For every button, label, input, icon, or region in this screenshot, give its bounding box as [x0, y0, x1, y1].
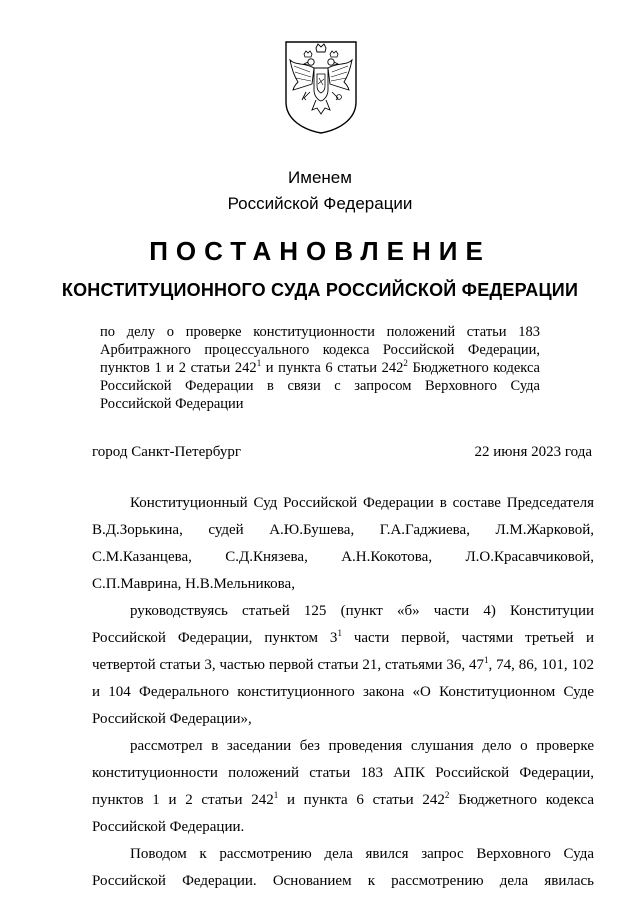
date: 22 июня 2023 года	[474, 444, 592, 460]
document-body	[92, 490, 594, 895]
paragraph-guided-by: руководствуясь статьей 125 (пункт «б» части 4) Конституции Российской Федерации, пунктом $3^1$ части первой, частями третьей и четвертой статьи 3, частью первой статьи 21, статьями 36, $47^1$, 74, 86, 101, 102 и 104 Федерального конституционного закона «О Конституционном Суде Российской Федерации»,	[92, 603, 595, 727]
header-line-in-the-name: Именем	[288, 168, 352, 187]
place-and-date	[92, 444, 592, 461]
document-subtitle: КОНСТИТУЦИОННОГО СУДА РОССИЙСКОЙ ФЕДЕРАЦИИ	[61, 280, 579, 300]
paragraph-considered: рассмотрел в заседании без проведения слушания дело о проверке конституционности положений статьи 183 АПК Российской Федерации, пунктов 1 и 2 статьи $242^1$ и пункта 6 статьи $242^2$ Бюджетного кодекса Российской Федерации.	[92, 738, 595, 835]
russian-coat-of-arms-icon	[282, 40, 360, 134]
case-subject: по делу о проверке конституционности положений статьи 183 Арбитражного процессуального кодекса Российской Федерации, пунктов 1 и 2 статьи $242^1$ и пункта 6 статьи $242^2$ Бюджетного кодекса Российской Федерации в связи с запросом Верховного Суда Российской Федерации	[100, 324, 540, 412]
document-title: ПОСТАНОВЛЕНИЕ	[149, 236, 491, 266]
place: город Санкт-Петербург	[92, 444, 241, 460]
header-line-federation: Российской Федерации	[227, 194, 413, 213]
paragraph-composition: Конституционный Суд Российской Федерации в составе Председателя В.Д.Зорькина, судей А.Ю.Бушева, Г.А.Гаджиева, Л.М.Жарковой, С.М.Казанцева, С.Д.Князева, А.Н.Кокотова, Л.О.Красавчиковой, С.П.Маврина, Н.В.Мельникова,	[92, 495, 594, 592]
paragraph-reason: Поводом к рассмотрению дела явился запрос Верховного Суда Российской Федерации. Основанием к рассмотрению дела явилась	[92, 846, 594, 889]
